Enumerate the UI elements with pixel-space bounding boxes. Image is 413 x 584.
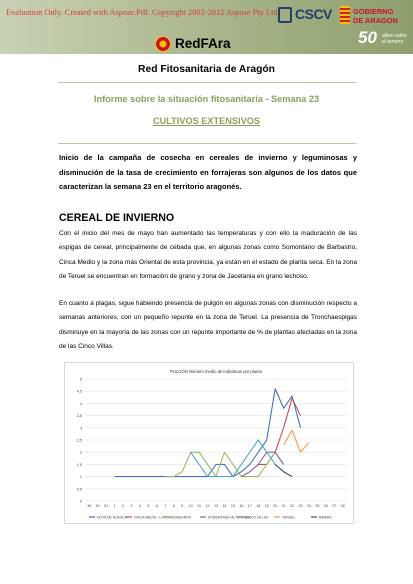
- aragon-logo-line1: GOBIERNO: [353, 7, 394, 16]
- cscv-logo-mark-icon: [278, 7, 292, 23]
- cscv-logo: [278, 5, 334, 25]
- anniversary-number: 50: [358, 28, 377, 47]
- x-tick-label: 4: [138, 504, 141, 508]
- divider-bottom: [58, 143, 356, 144]
- x-tick-label: 27: [332, 504, 337, 508]
- x-tick-label: 11: [197, 504, 201, 508]
- x-tick-label: 3: [130, 504, 133, 508]
- aragon-logo-line2: DE ARAGON: [353, 16, 398, 25]
- legend-label: RIBERA: [319, 515, 332, 520]
- x-tick-label: 26: [323, 504, 328, 508]
- x-tick-label: 2: [122, 504, 125, 508]
- intro-paragraph: Inicio de la campaña de cosecha en cereales de invierno y leguminosas y disminución de la tasa de crecimiento en forrajeras son algunos de los datos que caracterizan la semana 23 en el territorio aragonés.: [59, 153, 357, 191]
- x-tick-label: 20: [273, 504, 278, 508]
- x-tick-label: 6: [155, 504, 158, 508]
- legend-label: TERUEL: [282, 515, 296, 520]
- x-tick-label: 23: [298, 504, 303, 508]
- body-paragraph-2: En cuanto a plagas, sigue habiendo presencia de pulgón en algunas zonas con disminución respecto a semanas anteriores, con un pequeño repunte en la zona de Teruel. La presencia de Tronchaespigas disminuye en la mayoría de las zonas con un repunte importante de % de plantas afectadas en la zona de las Cinco Villas.: [59, 300, 357, 351]
- y-tick-label: 4,5: [76, 389, 82, 394]
- x-tick-label: 49: [87, 504, 92, 508]
- y-tick-label: 5: [79, 377, 82, 382]
- series-line: [115, 389, 301, 477]
- x-tick-label: 21: [281, 504, 286, 508]
- x-tick-label: 28: [340, 504, 345, 508]
- report-subtitle: Informe sobre la situación fitosanitaria - Semana 23: [93, 94, 320, 104]
- x-tick-label: 19: [264, 504, 269, 508]
- x-tick-label: 25: [315, 504, 320, 508]
- divider-top: [58, 82, 356, 83]
- x-tick-label: 12: [205, 504, 210, 508]
- aragon-flag-icon: [340, 6, 350, 24]
- pulgon-line-chart: [64, 362, 354, 524]
- chart-title: PULGÓN Número medio de individuos por planta: [170, 369, 262, 374]
- redfara-brand-name: RedFAra: [175, 36, 231, 51]
- series-line: [275, 464, 292, 476]
- x-tick-label: 5: [147, 504, 150, 508]
- y-tick-label: 0: [79, 499, 82, 504]
- evaluation-watermark: Evaluation Only. Created with Aspose.Pdf. Copyright 2002-2012 Aspose Pty Ltd.: [6, 8, 280, 17]
- y-tick-label: 4: [79, 401, 82, 406]
- x-tick-label: 1: [113, 504, 116, 508]
- x-tick-label: 51: [104, 504, 109, 508]
- body-paragraph-1: Con el inicio del mes de mayo han aumentado las temperaturas y con ello la maduración de las espigas de cereal, principalmente de cebada que, en algunas zonas como Somontano de Barbastro, Cinca Medio y la zona más Oriental de esta provincia, ya están en el estado de planta seca. En la zona de Teruel se encuentran en formación de grano y zona de Jacetania en grano lechoso.: [59, 230, 357, 281]
- x-tick-label: 16: [239, 504, 244, 508]
- chart-svg: [65, 363, 355, 525]
- y-tick-label: 3: [79, 426, 82, 431]
- y-tick-label: 3,5: [76, 414, 82, 419]
- anniversary-badge: [358, 28, 408, 50]
- section-title: CULTIVOS EXTENSIVOS: [152, 116, 261, 126]
- x-tick-label: 17: [247, 504, 252, 508]
- legend-label: HOYA DE HUESCA: [97, 515, 127, 520]
- x-tick-label: 24: [306, 504, 311, 508]
- legend-label: MONEGROS: [171, 515, 192, 520]
- x-tick-label: 15: [230, 504, 235, 508]
- x-tick-label: 7: [164, 504, 167, 508]
- series-line: [284, 430, 309, 452]
- x-tick-label: 8: [172, 504, 175, 508]
- x-tick-label: 14: [222, 504, 227, 508]
- y-tick-label: 1,5: [76, 462, 82, 467]
- x-tick-label: 9: [181, 504, 184, 508]
- y-tick-label: 2: [79, 450, 82, 455]
- y-tick-label: 2,5: [76, 438, 82, 443]
- page-title: Red Fitosanitaria de Aragón: [138, 64, 275, 75]
- legend-label: SOMONTANO-ALTO ARAG: [208, 515, 251, 520]
- x-tick-label: 18: [256, 504, 261, 508]
- cscv-logo-text: CSCV: [295, 6, 332, 22]
- legend-label: CINCO VILLAS: [245, 515, 269, 520]
- x-tick-label: 22: [290, 504, 295, 508]
- y-tick-label: 0,5: [76, 487, 82, 492]
- legend-label: CINCA MEDIO - LITERA: [134, 515, 172, 520]
- redfara-seal-icon: [155, 36, 171, 52]
- x-tick-label: 50: [95, 504, 100, 508]
- y-tick-label: 1: [79, 475, 82, 480]
- section-heading: CEREAL DE INVIERNO: [59, 212, 175, 224]
- anniversary-text: años sobre el terreno: [382, 33, 407, 45]
- x-tick-label: 13: [214, 504, 218, 508]
- x-tick-label: 10: [188, 504, 193, 508]
- gobierno-aragon-logo: [340, 5, 410, 27]
